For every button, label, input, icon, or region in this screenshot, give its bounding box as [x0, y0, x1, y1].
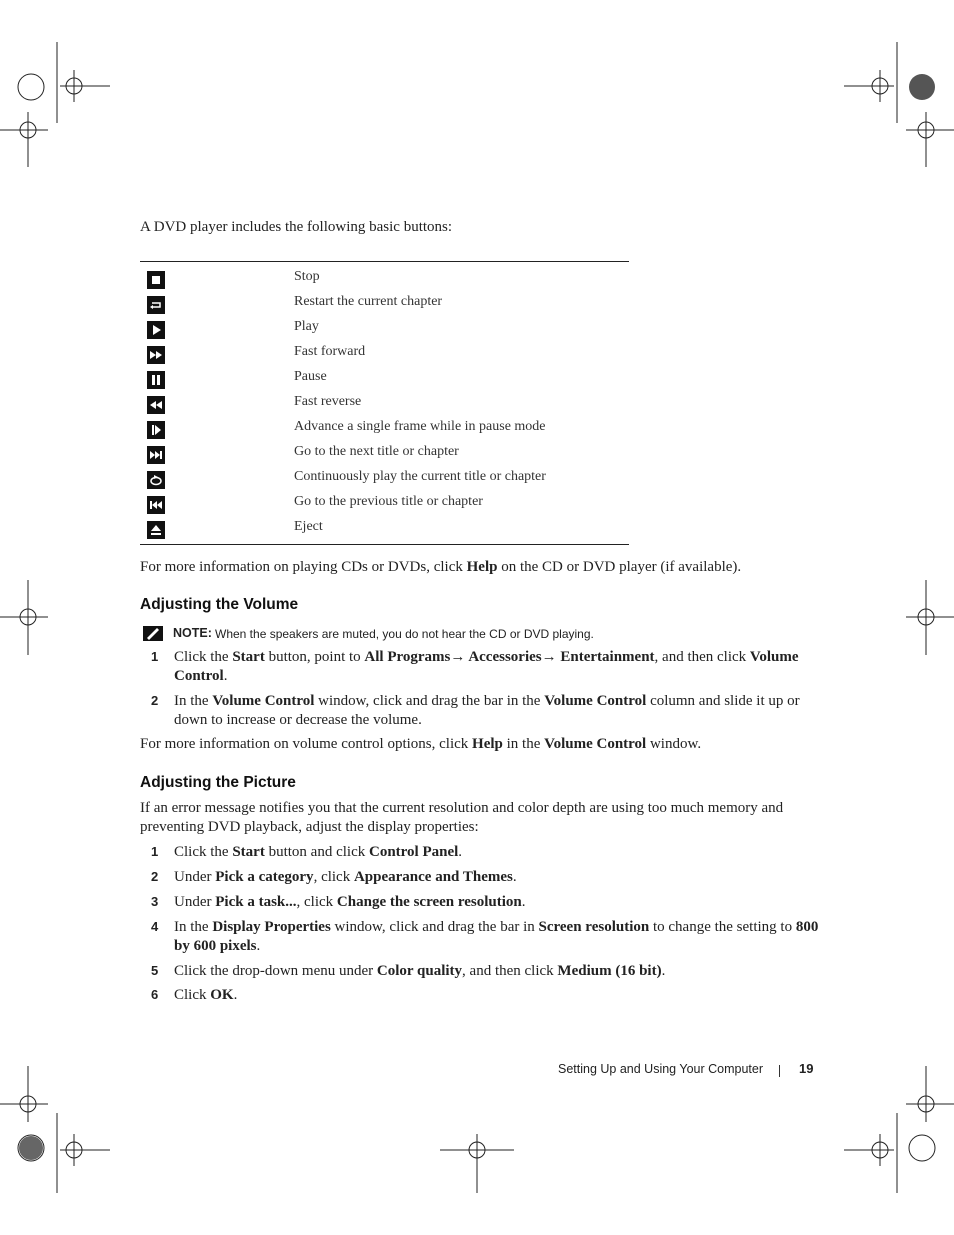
step-number: 1 [151, 649, 159, 664]
button-label: Fast forward [294, 344, 366, 359]
step-text: In the Volume Control window, click and drag the bar in the Volume Control column and slide it up or down to increase or decrease the volume. [174, 693, 800, 728]
footer-divider [779, 1065, 780, 1077]
step-number: 3 [151, 894, 159, 909]
step-text: Under Pick a category, click Appearance and Themes. [174, 869, 517, 885]
button-label: Stop [294, 269, 320, 284]
table-row [140, 318, 629, 343]
note-text: When the speakers are muted, you do not hear the CD or DVD playing. [215, 627, 594, 641]
restart-chapter-icon [147, 296, 165, 314]
button-label: Eject [294, 519, 323, 534]
volume-heading: Adjusting the Volume [140, 596, 299, 613]
step-number: 2 [151, 693, 159, 708]
frame-advance-icon [147, 421, 165, 439]
eject-icon [147, 521, 165, 539]
page-number: 19 [799, 1061, 814, 1076]
fast-forward-icon [147, 346, 165, 364]
button-label: Go to the previous title or chapter [294, 494, 483, 509]
note [140, 624, 820, 644]
step-text: Under Pick a task..., click Change the screen resolution. [174, 894, 526, 910]
more-info-paragraph: For more information on playing CDs or DVDs, click Help on the CD or DVD player (if available). [140, 559, 742, 575]
button-label: Pause [294, 369, 327, 384]
table-row [140, 368, 629, 393]
fast-reverse-icon [147, 396, 165, 414]
picture-intro-paragraph: If an error message notifies you that the current resolution and color depth are using too much memory and preventing DVD playback, adjust the display properties: [140, 800, 784, 835]
step-text: Click OK. [174, 987, 238, 1003]
pause-icon [147, 371, 165, 389]
table-top-rule [140, 261, 629, 262]
step-number: 5 [151, 963, 159, 978]
button-label: Fast reverse [294, 394, 362, 409]
step-text: Click the Start button and click Control Panel. [174, 844, 463, 860]
footer-title: Setting Up and Using Your Computer [558, 1062, 763, 1076]
next-title-icon [147, 446, 165, 464]
table-row [140, 293, 629, 318]
table-bottom-rule [140, 544, 629, 545]
volume-more-paragraph: For more information on volume control options, click Help in the Volume Control window. [140, 736, 702, 752]
button-label: Go to the next title or chapter [294, 444, 459, 459]
note-label: NOTE: [173, 626, 212, 640]
step-number: 2 [151, 869, 159, 884]
button-label: Restart the current chapter [294, 294, 443, 309]
play-icon [147, 321, 165, 339]
button-label: Continuously play the current title or chapter [294, 469, 546, 484]
button-label: Advance a single frame while in pause mode [294, 419, 546, 434]
previous-title-icon [147, 496, 165, 514]
table-row [140, 443, 629, 468]
intro-text: A DVD player includes the following basic buttons: [140, 219, 453, 235]
table-row [140, 518, 629, 543]
repeat-icon [147, 471, 165, 489]
table-row [140, 418, 629, 443]
table-row [140, 393, 629, 418]
picture-heading: Adjusting the Picture [140, 774, 296, 791]
note-pencil-icon [143, 624, 163, 642]
step-number: 6 [151, 987, 159, 1002]
table-row [140, 493, 629, 518]
table-row [140, 268, 629, 293]
step-number: 1 [151, 844, 159, 859]
step-text: In the Display Properties window, click and drag the bar in Screen resolution to change the setting to 800 by 600 pixels. [174, 919, 819, 954]
table-row [140, 468, 629, 493]
table-row [140, 343, 629, 368]
stop-icon [147, 271, 165, 289]
step-text: Click the drop-down menu under Color quality, and then click Medium (16 bit). [174, 963, 666, 979]
button-label: Play [294, 319, 319, 334]
step-text: Click the Start button, point to All Programs→ Accessories→ Entertainment, and then click Volume Control. [174, 649, 799, 684]
step-number: 4 [151, 919, 159, 934]
